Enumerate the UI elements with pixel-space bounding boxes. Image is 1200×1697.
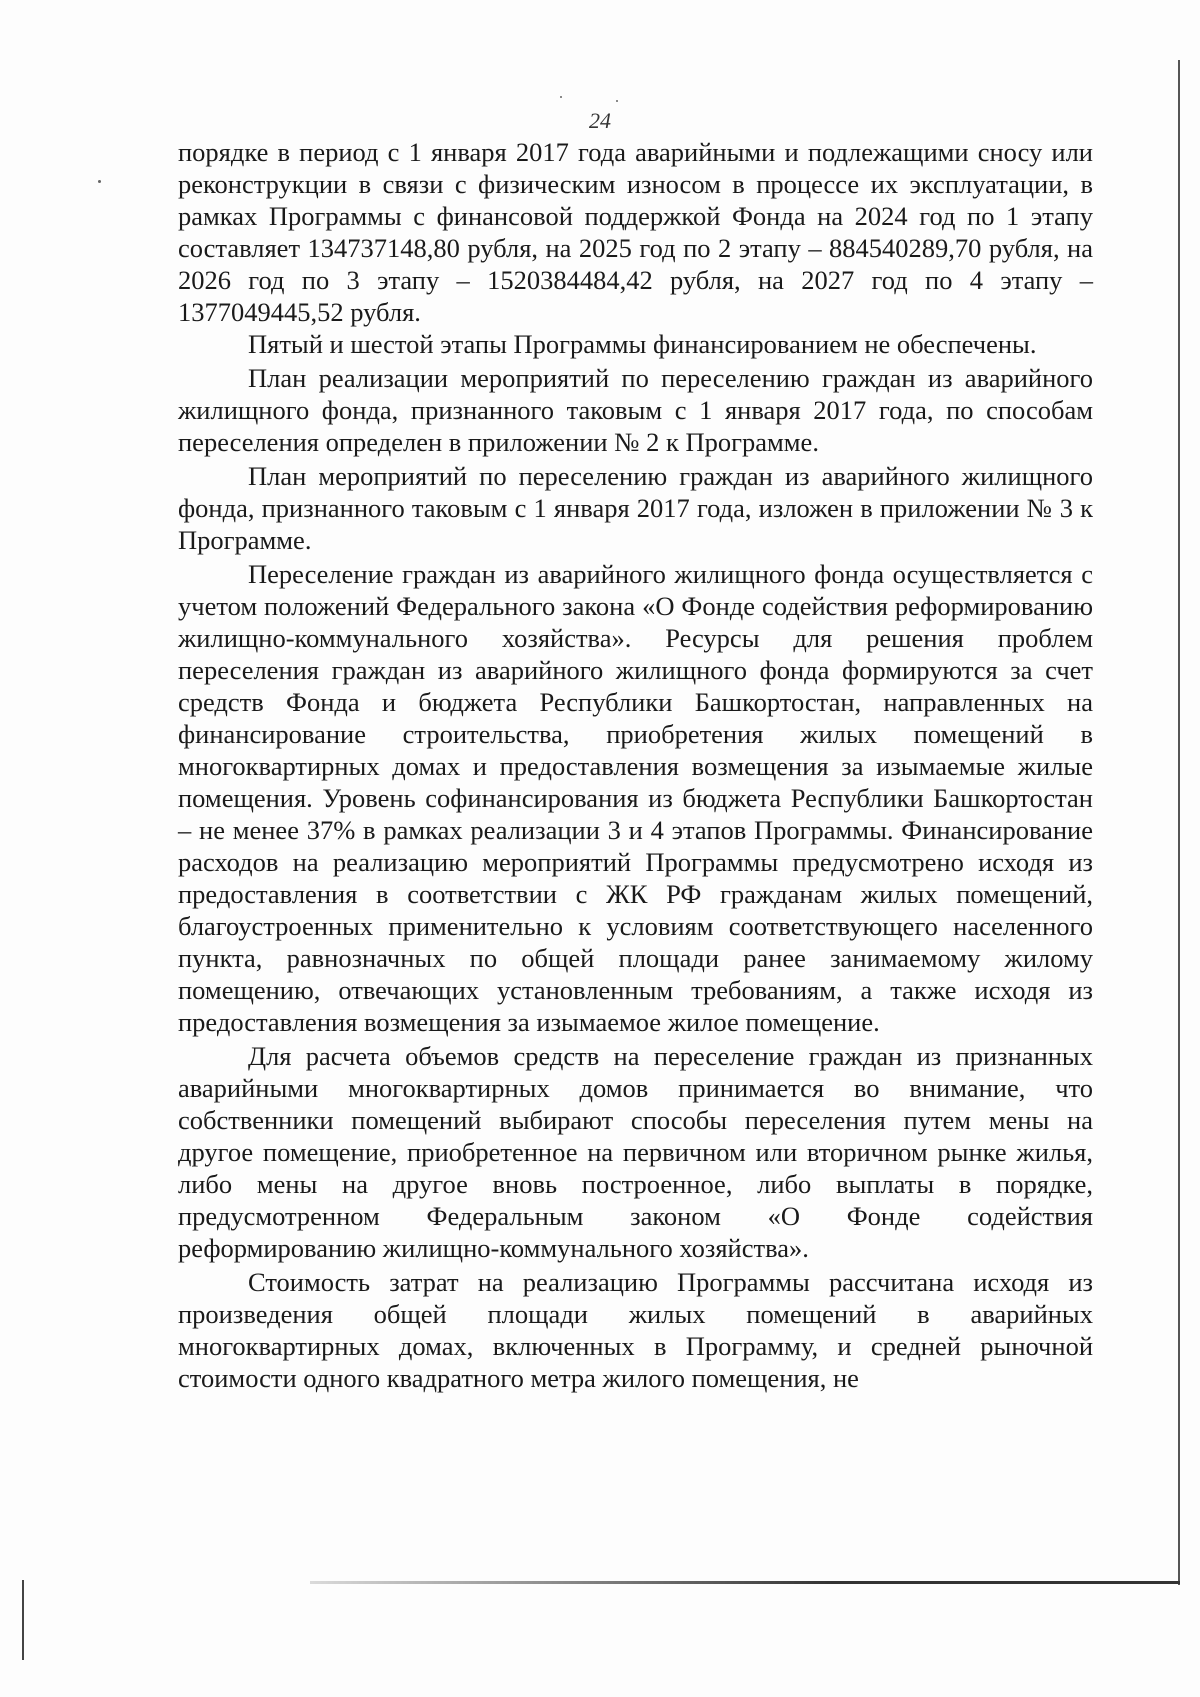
paragraph: План мероприятий по переселению граждан из аварийного жилищного фонда, признанного таковым с 1 января 2017 года, изложен в приложении № 3 к Программе. [178,461,1093,555]
scan-edge-right [1178,60,1180,1585]
paragraph: Стоимость затрат на реализацию Программы рассчитана исходя из произведения общей площади жилых помещений в аварийных многоквартирных домах, включенных в Программу, и средней рыночной стоимости одного квадратного метра жилого помещения, не [178,1267,1093,1393]
paragraph: Пятый и шестой этапы Программы финансированием не обеспечены. [248,329,1037,359]
paragraph: План реализации мероприятий по переселению граждан из аварийного жилищного фонда, признанного таковым с 1 января 2017 года, по способам переселения определен в приложении № 2 к Программе. [178,363,1093,457]
scan-bottom-edge [310,1581,1180,1584]
scan-speck [560,96,562,98]
paragraph: Для расчета объемов средств на переселение граждан из признанных аварийными многоквартирных домов принимается во внимание, что собственники помещений выбирают способы переселения путем мены на другое помещение, приобретенное на первичном или вторичном рынке жилья, либо мены на другое вновь построенное, либо выплаты в порядке, предусмотренном Федеральным законом «О Фонде содействия реформированию жилищно-коммунального хозяйства». [178,1041,1093,1263]
page-number: 24 [589,108,611,133]
paragraph-continuation: порядке в период с 1 января 2017 года аварийными и подлежащими сносу или реконструкции в связи с физическим износом в процессе их эксплуатации, в рамках Программы с финансовой поддержкой Фонда на 2024 год по 1 этапу составляет 134737148,80 рубля, на 2025 год по 2 этапу – 884540289,70 рубля, на 2026 год по 3 этапу – 1520384484,42 рубля, на 2027 год по 4 этапу – 1377049445,52 рубля. [178,137,1093,327]
document-body [178,136,1093,1394]
scan-speck [98,180,101,183]
paragraph: Переселение граждан из аварийного жилищного фонда осуществляется с учетом положений Федерального закона «О Фонде содействия реформированию жилищно-коммунального хозяйства». Ресурсы для решения проблем переселения граждан из аварийного жилищного фонда формируются за счет средств Фонда и бюджета Республики Башкортостан, направленных на финансирование строительства, приобретения жилых помещений в многоквартирных домах и предоставления возмещения за изымаемые жилые помещения. Уровень софинансирования из бюджета Республики Башкортостан – не менее 37% в рамках реализации 3 и 4 этапов Программы. Финансирование расходов на реализацию мероприятий Программы предусмотрено исходя из предоставления в соответствии с ЖК РФ гражданам жилых помещений, благоустроенных применительно к условиям соответствующего населенного пункта, равнозначных по общей площади ранее занимаемому жилому помещению, отвечающих установленным требованиям, а также исходя из предоставления возмещения за изымаемое жилое помещение. [178,559,1093,1037]
scan-speck [616,100,618,102]
scan-edge-left [22,1580,24,1660]
